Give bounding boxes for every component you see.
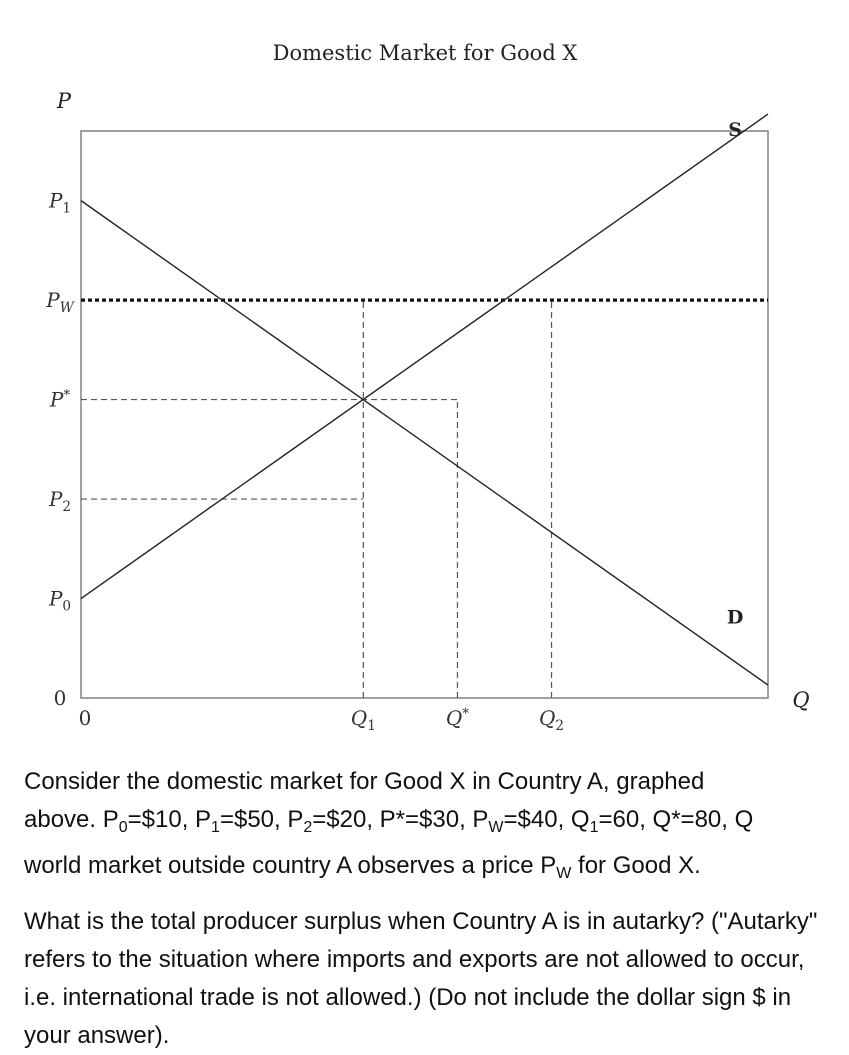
y-tick-label-pw: $P_W$ [46,288,74,317]
problem-text: Consider the domestic market for Good X in Country A, graphed [24,768,705,795]
problem-text: =$40, Q [503,806,590,833]
problem-text: for Good X. [571,852,701,879]
x-tick-labels [79,706,564,734]
y-tick-label-p0: $P_0$ [48,586,72,615]
problem-text: =60, Q*=80, Q [598,806,754,833]
y-tick-label-pstar: P* [49,387,71,412]
x-axis-label: Q [792,688,810,712]
guide-lines [81,300,552,698]
chart-title: Domestic Market for Good X [272,41,578,65]
y-tick-labels [45,189,74,710]
supply-label: S [728,118,742,141]
y-tick-label-p1: $P_1$ [48,188,72,217]
x-tick-label-q2: $Q_2$ [539,706,565,734]
curve-labels [727,119,743,628]
subscript: 2 [303,819,313,836]
problem-text: =$10, P [127,806,212,833]
y-axis-label: P [56,89,72,113]
subscript: W [556,865,572,882]
problem-line-2 [24,801,849,847]
problem-text: =$20, P*=$30, P [312,806,489,833]
problem-line-1 [24,763,849,801]
problem-line-3 [24,847,849,893]
y-tick-label-p2: $P_2$ [48,487,72,516]
problem-statement [24,763,849,893]
problem-text: above. P [24,806,119,833]
supply-curve [81,114,768,598]
x-tick-label-0: 0 [78,706,92,730]
demand-curve [81,201,768,685]
problem-text: world market outside country A observes a price P [24,852,557,879]
x-tick-label-qstar: Q* [445,706,470,730]
subscript: 1 [211,819,220,836]
subscript: 1 [589,819,599,836]
question-text: What is the total producer surplus when Country A is in autarky? ("Autarky" refers to the situation where imports and exports are not allowed to occur, i.e. international trade is not allowed.) (Do not include the dollar sign $ in your answer). [24,908,818,1049]
subscript: 0 [118,819,128,836]
problem-text: =$50, P [219,806,304,833]
demand-label: D [726,606,744,629]
x-tick-label-q1: $Q_1$ [350,706,376,734]
y-tick-label-0: 0 [53,686,67,710]
subscript: W [488,819,504,836]
